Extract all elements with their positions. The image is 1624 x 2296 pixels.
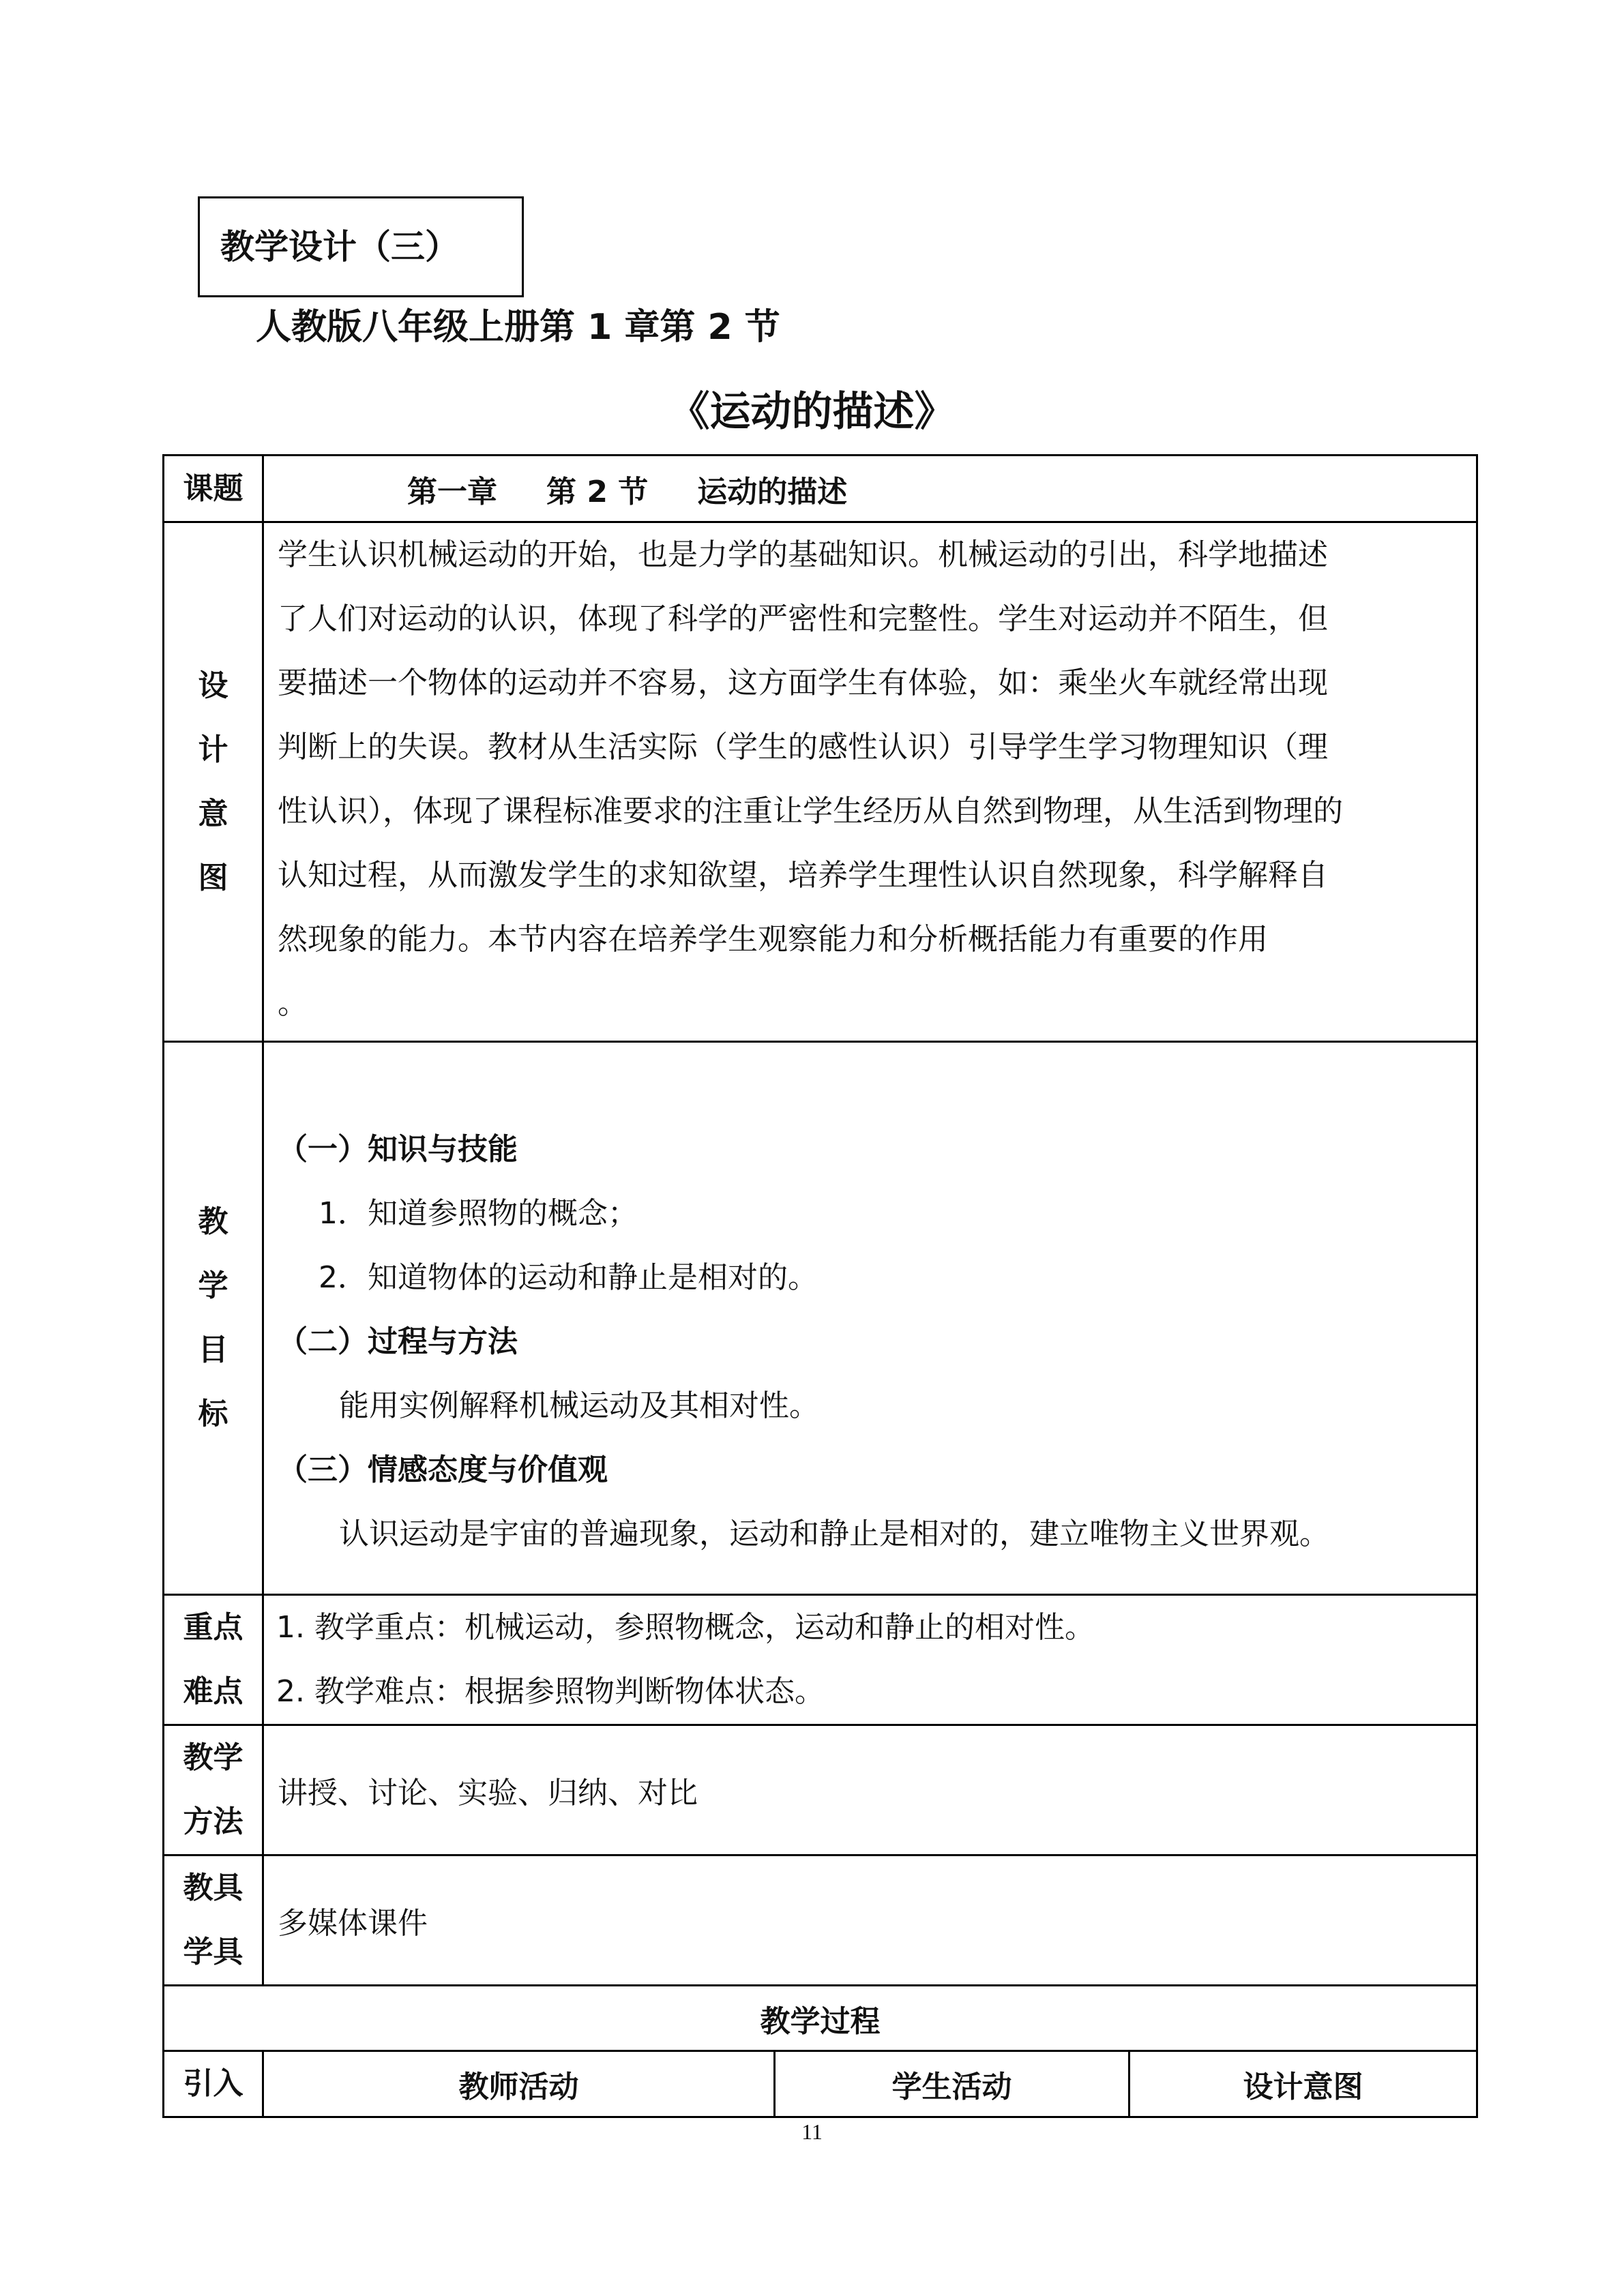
- topic-chapter: 第一章: [407, 474, 497, 509]
- teaching-tools-label: 教具 学具: [164, 1855, 263, 1986]
- teaching-process-header-row: [164, 1986, 1477, 2051]
- teaching-process-columns-row: [164, 2051, 1477, 2117]
- column-teacher-activity: 教师活动: [263, 2051, 775, 2117]
- goal-item: 1．知道参照物的概念；: [319, 1196, 638, 1231]
- topic-row: [164, 456, 1477, 522]
- teaching-method-value: 讲授、讨论、实验、归纳、对比: [263, 1725, 1477, 1855]
- key-points-row: [164, 1595, 1477, 1725]
- teaching-process-title: 教学过程: [164, 1986, 1477, 2051]
- key-points-text: 1. 教学重点：机械运动，参照物概念，运动和静止的相对性。 2. 教学难点：根据参照物判断物体状态。: [263, 1595, 1477, 1725]
- topic-name: 运动的描述: [697, 474, 848, 509]
- goal-heading-attitude: （三）情感态度与价值观: [278, 1452, 608, 1487]
- teaching-goals-row: [164, 1042, 1477, 1595]
- topic-section: 第 2 节: [546, 474, 649, 509]
- teaching-method-label: 教学 方法: [164, 1725, 263, 1855]
- teaching-method-row: [164, 1725, 1477, 1855]
- column-intro: 引入: [164, 2051, 263, 2117]
- document-title: 《运动的描述》: [668, 388, 956, 436]
- lesson-plan-table: [162, 454, 1478, 2118]
- key-points-label: 重点 难点: [164, 1595, 263, 1725]
- goal-item: 认识运动是宇宙的普遍现象，运动和静止是相对的，建立唯物主义世界观。: [339, 1517, 1329, 1551]
- design-intent-row: [164, 522, 1477, 1042]
- goal-item: 2．知道物体的运动和静止是相对的。: [319, 1260, 818, 1295]
- column-student-activity: 学生活动: [775, 2051, 1130, 2117]
- design-intent-label: 设 计 意 图: [164, 522, 263, 1042]
- document-subtitle: 人教版八年级上册第 1 章第 2 节: [256, 307, 780, 348]
- goal-item: 能用实例解释机械运动及其相对性。: [339, 1388, 819, 1423]
- column-design-intent: 设计意图: [1130, 2051, 1477, 2117]
- teaching-tools-value: 多媒体课件: [263, 1855, 1477, 1986]
- teaching-goals-label: 教 学 目 标: [164, 1042, 263, 1595]
- teaching-goals-text: [263, 1042, 1477, 1595]
- goal-heading-process: （二）过程与方法: [278, 1324, 518, 1359]
- page-number: 11: [801, 2119, 823, 2144]
- goal-heading-knowledge: （一）知识与技能: [278, 1132, 518, 1167]
- teaching-tools-row: [164, 1855, 1477, 1986]
- section-tag: 教学设计（三）: [198, 196, 524, 297]
- design-intent-text: 学生认识机械运动的开始，也是力学的基础知识。机械运动的引出，科学地描述 了人们对运动的认识，体现了科学的严密性和完整性。学生对运动并不陌生，但 要描述一个物体的运动并不容易，这方面学生有体验，如：乘坐火车就经常出现 判断上的失误。教材从生活实际（学生的感性认识）引导学生学习物理知识（理 性认识），体现了课程标准要求的注重让学生经历从自然到物理，从生活到物理的 认知过程，从而激发学生的求知欲望，培养学生理性认识自然现象，科学解释自 然现象的能力。本节内容在培养学生观察能力和分析概括能力有重要的作用 。: [263, 522, 1477, 1042]
- topic-value: [263, 456, 1477, 522]
- topic-label: 课题: [164, 456, 263, 522]
